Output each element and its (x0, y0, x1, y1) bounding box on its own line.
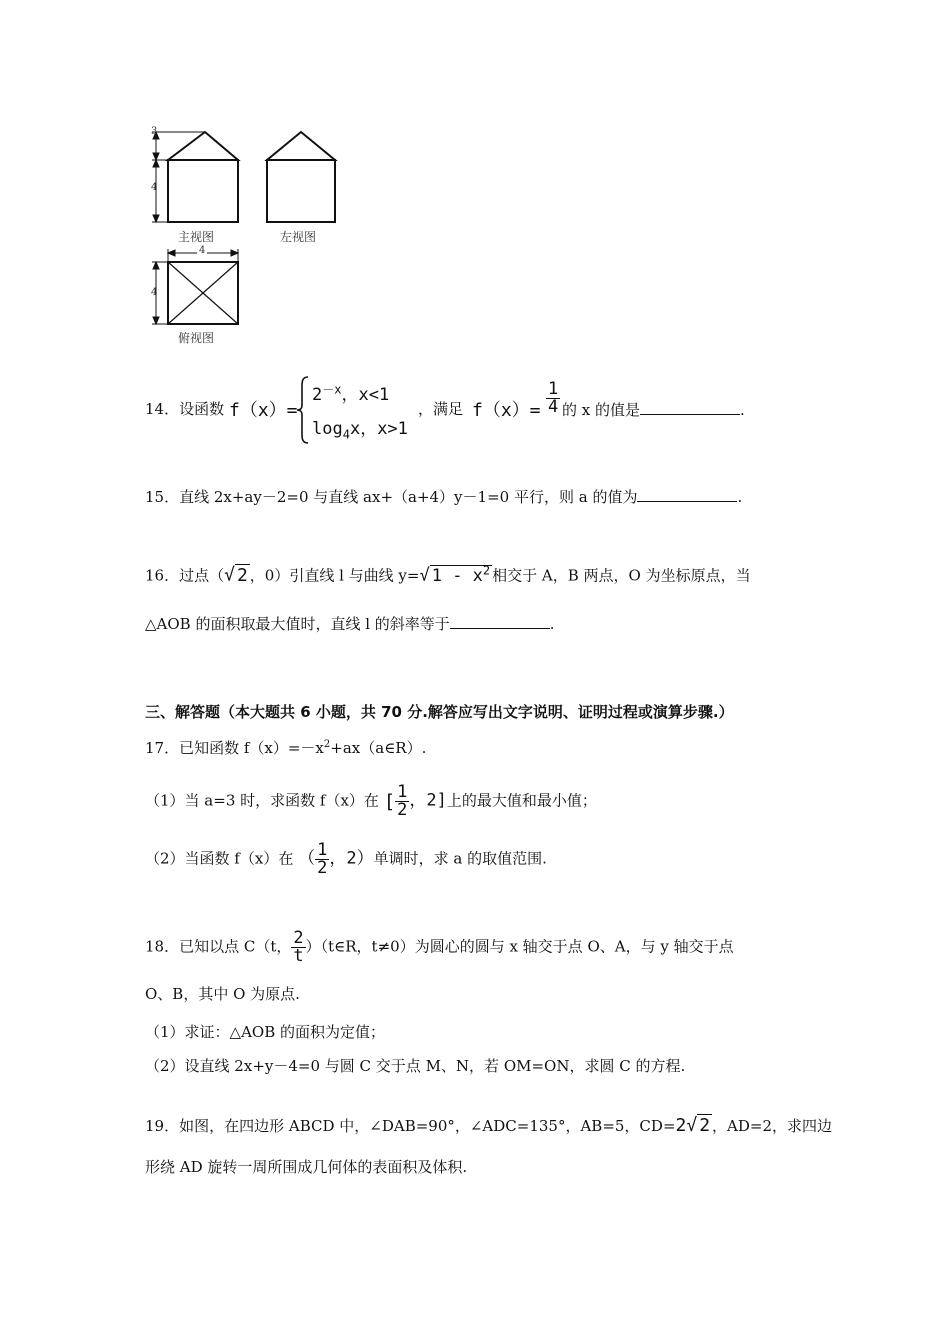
section3-heading: 三、解答题（本大题共 6 小题，共 70 分.解答应写出文字说明、证明过程或演算步骤.） (145, 703, 734, 721)
q14-case1: $2^{-x}$，x<1 (312, 382, 390, 405)
side-view-label: 左视图 (280, 230, 317, 244)
top-view (168, 262, 238, 324)
q14-prefix: 14．设函数 (145, 400, 225, 418)
q16-answer-blank[interactable] (450, 614, 550, 629)
q16-line1: 16．过点（√ 2 ，0）引直线 l 与曲线 y=√ $1 - x^2$ 相交于 A，B 两点，O 为坐标原点，当 (145, 563, 751, 586)
q17-stem: 17．已知函数 $f(x)=-x^2+ax(a\in R)$. (145, 739, 427, 757)
q18-part2: （2）设直线 2x+y－4=0 与圆 C 交于点 M、N，若 OM=ON，求圆 C 的方程. (145, 1057, 686, 1075)
dim-width-label: 4 (199, 245, 206, 256)
q14-fraction: $\frac{1}{4}$ (548, 379, 559, 417)
side-view (267, 132, 335, 222)
q17-part2: （2）当函数 f（x）在 （ $\frac{1}{2}$ ，2）单调时，求 a 的取值范围. (145, 840, 547, 878)
q18-line1: 18．已知以点 C（t， $\frac{2}{t}$ ）（t∈R，t≠0）为圆心的圆与 x 轴交于点 O、A，与 y 轴交于点 (145, 928, 734, 966)
q14-answer-blank[interactable] (640, 400, 740, 415)
dim-height-label: 4 (151, 182, 158, 193)
q15-answer-blank[interactable] (637, 487, 737, 502)
q14-mid: ，满足 (418, 400, 464, 418)
q14-fx: f（x）= (229, 400, 298, 421)
q14-suffix: 的 x 的值是 . (562, 401, 745, 419)
q18-part1: （1）求证：△AOB 的面积为定值； (145, 1023, 386, 1041)
q19-line1: 19．如图，在四边形 ABCD 中，∠DAB=90°，∠ADC=135°，AB=5，CD=2√ 2 ，AD=2，求四边 (145, 1115, 833, 1136)
front-view (168, 132, 238, 222)
q16-line2: △AOB 的面积取最大值时，直线 l 的斜率等于 . (145, 615, 555, 633)
front-view-label: 主视图 (178, 230, 215, 244)
top-view-label: 俯视图 (178, 331, 215, 345)
q15-text: 15．直线 2x+ay－2=0 与直线 ax+（a+4）y－1=0 平行，则 a 的值为 . (145, 488, 743, 506)
q14-brace (296, 375, 310, 445)
dim-roof-label: 3 (151, 126, 158, 137)
q14-case2: $\log_4x$，x>1 (312, 419, 408, 442)
front-dimension-lines (152, 132, 205, 222)
q14-fx2: f（x）= (472, 400, 541, 421)
q17-part1: （1）当 a=3 时，求函数 f（x）在 [ $\frac{1}{2}$ ，2]上的最大值和最小值； (145, 782, 597, 820)
q19-line2: 形绕 AD 旋转一周所围成几何体的表面积及体积. (145, 1158, 468, 1176)
dim-depth-label: 4 (151, 287, 158, 298)
q18-line2: O、B，其中 O 为原点. (145, 985, 300, 1003)
